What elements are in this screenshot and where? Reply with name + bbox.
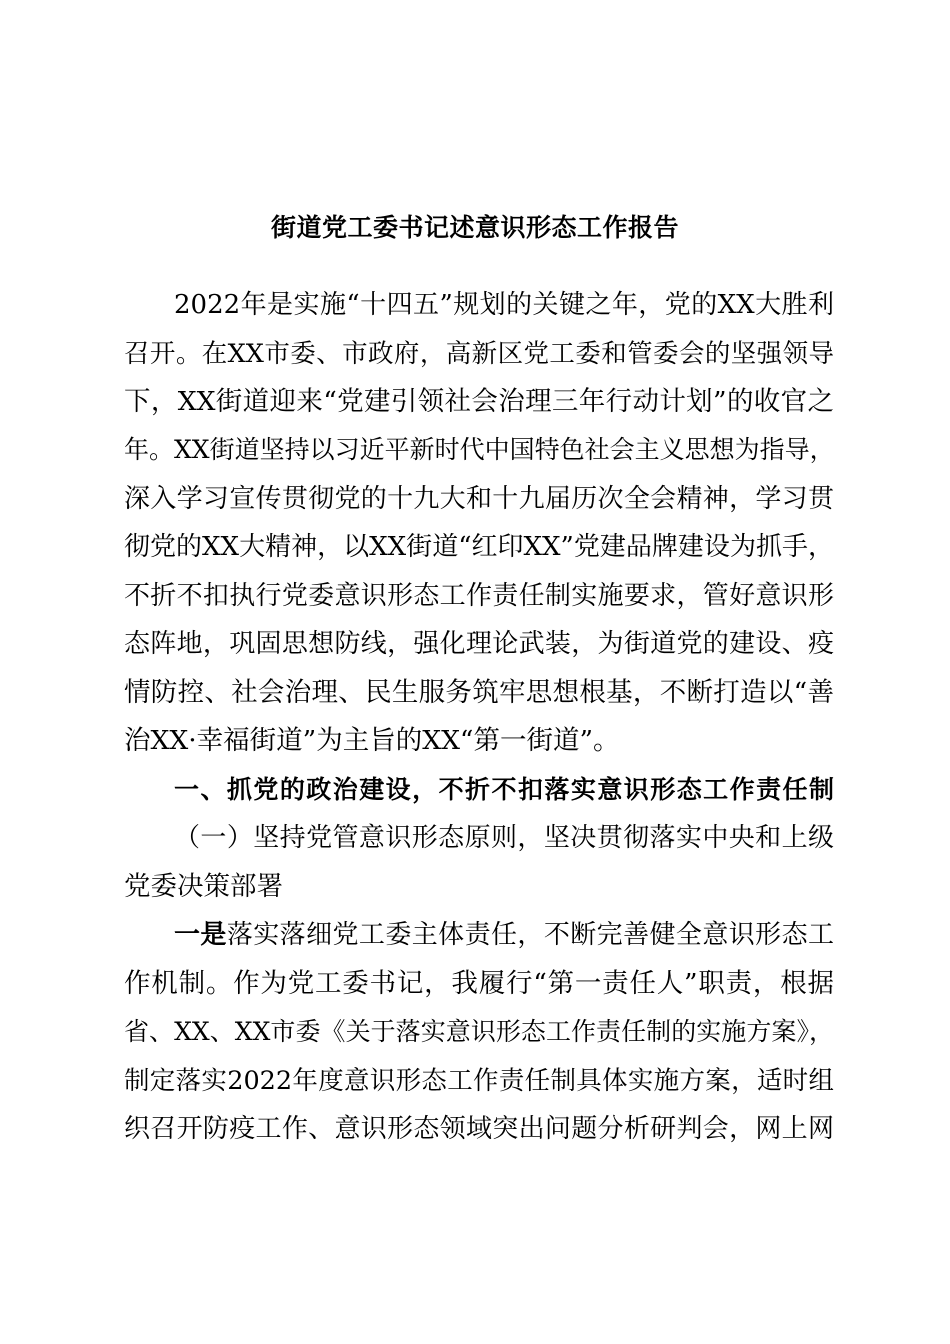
- paragraph-line: 召开。在XX市委、市政府，高新区党工委和管委会的坚强领导: [124, 339, 834, 369]
- paragraph-line: 制定落实2022年度意识形态工作责任制具体实施方案，适时组: [124, 1066, 834, 1096]
- paragraph-line: 下，XX街道迎来“党建引领社会治理三年行动计划”的收官之: [124, 386, 834, 417]
- point-first-text: 落实落细党工委主体责任，不断完善健全意识形态工: [226, 920, 834, 950]
- paragraph-line: 织召开防疫工作、意识形态领域突出问题分析研判会，网上网: [124, 1114, 834, 1144]
- paragraph-line: 深入学习宣传贯彻党的十九大和十九届历次全会精神，学习贯: [124, 484, 834, 514]
- subsection-heading-line: （一）坚持党管意识形态原则，坚决贯彻落实中央和上级: [174, 823, 834, 853]
- paragraph-line: 不折不扣执行党委意识形态工作责任制实施要求，管好意识形: [124, 581, 834, 611]
- subsection-heading-line: 党委决策部署: [124, 871, 283, 902]
- section-heading: 一、抓党的政治建设，不折不扣落实意识形态工作责任制: [174, 775, 834, 804]
- paragraph-line: 省、XX、XX市委《关于落实意识形态工作责任制的实施方案》，: [124, 1017, 834, 1046]
- point-lead: 一是: [174, 920, 227, 950]
- paragraph-line: 作机制。作为党工委书记，我履行“第一责任人”职责，根据: [124, 968, 834, 999]
- paragraph-line: 年。XX街道坚持以习近平新时代中国特色社会主义思想为指导，: [124, 435, 835, 464]
- paragraph-line: 治XX·幸福街道”为主旨的XX“第一街道”。: [124, 725, 620, 756]
- paragraph-line: 态阵地，巩固思想防线，强化理论武装，为街道党的建设、疫: [124, 629, 834, 659]
- point-first-line: [174, 915, 834, 955]
- paragraph-line: 2022年是实施“十四五”规划的关键之年，党的XX大胜利: [174, 290, 834, 320]
- paragraph-line: 彻党的XX大精神，以XX街道“红印XX”党建品牌建设为抓手，: [124, 532, 834, 562]
- document-title: 街道党工委书记述意识形态工作报告: [270, 213, 679, 242]
- paragraph-line: 情防控、社会治理、民生服务筑牢思想根基，不断打造以“善: [124, 677, 834, 708]
